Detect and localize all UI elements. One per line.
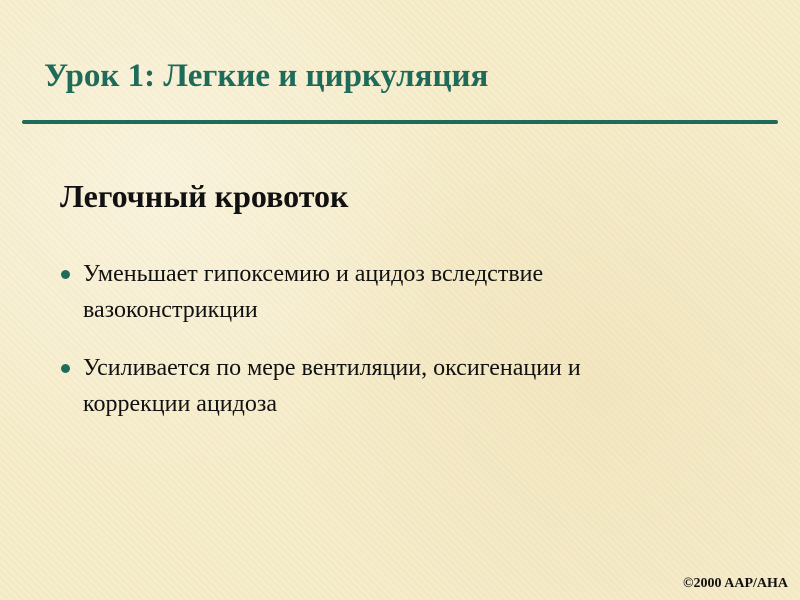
bullet-icon: [61, 270, 70, 279]
slide-title: Урок 1: Легкие и циркуляция: [44, 58, 489, 94]
bullet-list: [60, 256, 680, 444]
bullet-icon: [61, 364, 70, 373]
section-heading: Легочный кровоток: [60, 178, 349, 214]
bullet-item: [60, 256, 680, 328]
bullet-text: Уменьшает гипоксемию и ацидоз вследствие вазоконстрикции: [83, 261, 544, 323]
title-divider: [22, 120, 778, 124]
copyright-notice: ©2000 AAP/AHA: [683, 576, 788, 591]
bullet-item: [60, 350, 680, 422]
bullet-text: Усиливается по мере вентиляции, оксигенации и коррекции ацидоза: [83, 355, 581, 417]
